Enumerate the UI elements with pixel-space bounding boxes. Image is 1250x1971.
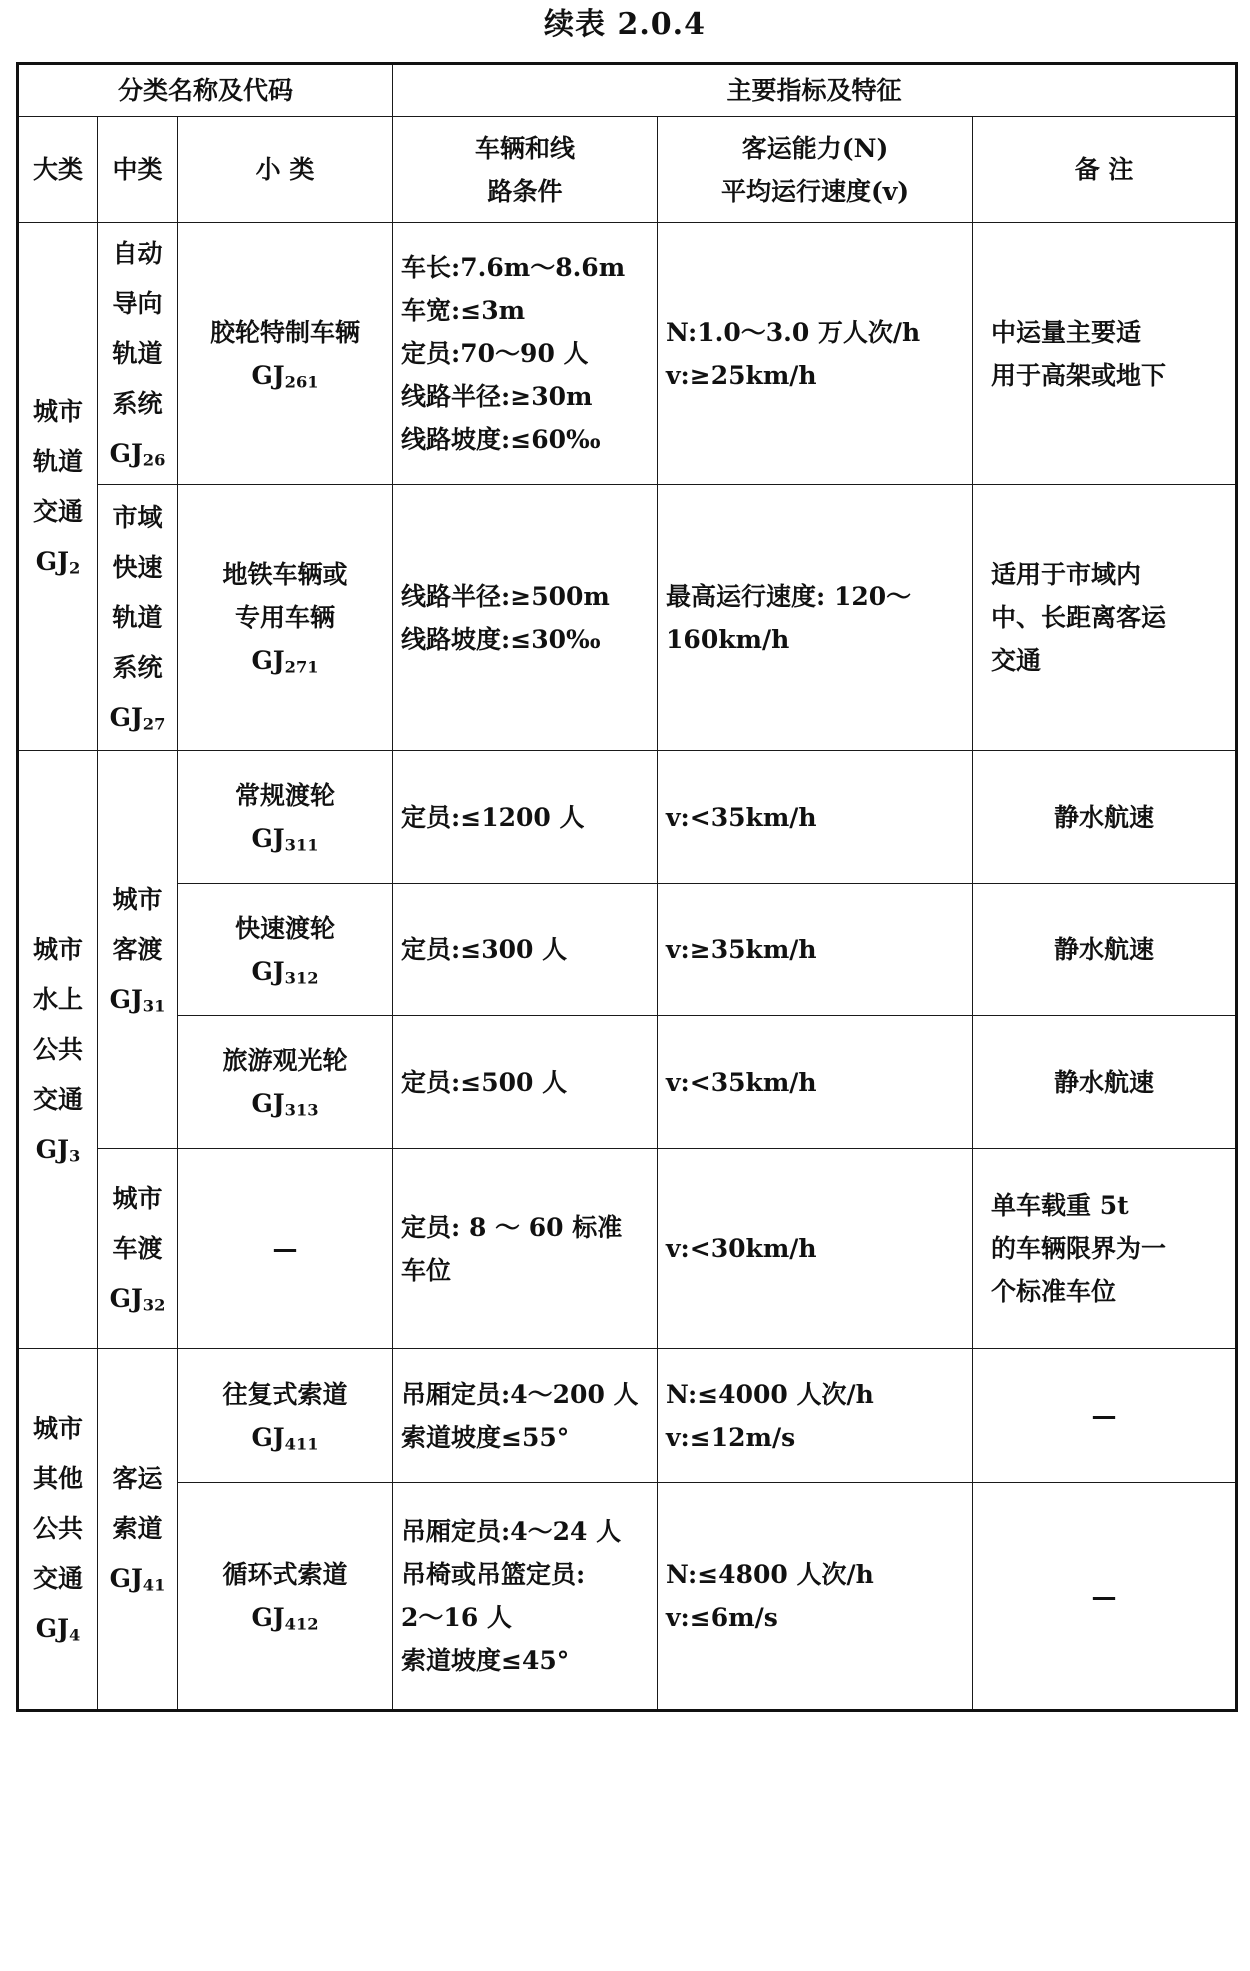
minor-category-gj261: 胶轮特制车辆 $GJ_{261}$	[178, 223, 393, 485]
minor-category-gj412: 循环式索道 $GJ_{412}$	[178, 1483, 393, 1711]
minor-category-gj312: 快速渡轮 $GJ_{312}$	[178, 884, 393, 1016]
header-columns-row	[18, 117, 1237, 223]
header-note: 备 注	[973, 117, 1237, 223]
note-gj412: —	[973, 1483, 1237, 1711]
table-row	[18, 1149, 1237, 1349]
minor-category-gj32: —	[178, 1149, 393, 1349]
note-gj311: 静水航速	[973, 751, 1237, 884]
note-gj312: 静水航速	[973, 884, 1237, 1016]
note-gj261: 中运量主要适 用于高架或地下	[973, 223, 1237, 485]
vehicle-conditions-gj32: 定员: 8 ～ 60 标准 车位	[393, 1149, 658, 1349]
mid-category-gj26: 自动 导向 轨道 系统 $GJ_{26}$	[98, 223, 178, 485]
major-category-gj4: 城市 其他 公共 交通 $GJ_4$	[18, 1349, 98, 1711]
note-gj411: —	[973, 1349, 1237, 1483]
capacity-gj312: v:≥35km/h	[658, 884, 973, 1016]
vehicle-conditions-gj311: 定员:≤1200 人	[393, 751, 658, 884]
mid-category-gj27: 市域 快速 轨道 系统 $GJ_{27}$	[98, 485, 178, 751]
vehicle-conditions-gj312: 定员:≤300 人	[393, 884, 658, 1016]
major-category-gj3: 城市 水上 公共 交通 $GJ_3$	[18, 751, 98, 1349]
capacity-gj32: v:<30km/h	[658, 1149, 973, 1349]
vehicle-conditions-gj412: 吊厢定员:4～24 人 吊椅或吊篮定员: 2～16 人 索道坡度≤45°	[393, 1483, 658, 1711]
note-gj271: 适用于市域内 中、长距离客运 交通	[973, 485, 1237, 751]
vehicle-conditions-gj271: 线路半径:≥500m 线路坡度:≤30‰	[393, 485, 658, 751]
table-row	[18, 1016, 1237, 1149]
vehicle-conditions-gj313: 定员:≤500 人	[393, 1016, 658, 1149]
table-row	[18, 485, 1237, 751]
minor-category-gj411: 往复式索道 $GJ_{411}$	[178, 1349, 393, 1483]
header-vehicle: 车辆和线 路条件	[393, 117, 658, 223]
table-title: 续表 2.0.4	[544, 7, 706, 42]
major-category-gj2: 城市 轨道 交通 $GJ_2$	[18, 223, 98, 751]
header-indicators: 主要指标及特征	[393, 64, 1237, 117]
minor-category-gj271: 地铁车辆或 专用车辆 $GJ_{271}$	[178, 485, 393, 751]
header-mid: 中类	[98, 117, 178, 223]
mid-category-gj41: 客运 索道 $GJ_{41}$	[98, 1349, 178, 1711]
capacity-gj311: v:<35km/h	[658, 751, 973, 884]
table-row	[18, 1483, 1237, 1711]
minor-category-gj311: 常规渡轮 $GJ_{311}$	[178, 751, 393, 884]
note-gj313: 静水航速	[973, 1016, 1237, 1149]
vehicle-conditions-gj261: 车长:7.6m～8.6m 车宽:≤3m 定员:70～90 人 线路半径:≥30m 线路坡度:≤60‰	[393, 223, 658, 485]
table-row	[18, 1349, 1237, 1483]
header-group-row	[18, 64, 1237, 117]
table-row	[18, 751, 1237, 884]
header-capacity: 客运能力(N) 平均运行速度(v)	[658, 117, 973, 223]
header-major: 大类	[18, 117, 98, 223]
vehicle-conditions-gj411: 吊厢定员:4～200 人 索道坡度≤55°	[393, 1349, 658, 1483]
capacity-gj271: 最高运行速度: 120～ 160km/h	[658, 485, 973, 751]
note-gj32: 单车载重 5t 的车辆限界为一 个标准车位	[973, 1149, 1237, 1349]
mid-category-gj32: 城市 车渡 $GJ_{32}$	[98, 1149, 178, 1349]
table-row	[18, 223, 1237, 485]
capacity-gj412: N:≤4800 人次/h v:≤6m/s	[658, 1483, 973, 1711]
header-minor: 小 类	[178, 117, 393, 223]
table-row	[18, 884, 1237, 1016]
capacity-gj411: N:≤4000 人次/h v:≤12m/s	[658, 1349, 973, 1483]
mid-category-gj31: 城市 客渡 $GJ_{31}$	[98, 751, 178, 1149]
classification-table	[16, 62, 1238, 1712]
capacity-gj261: N:1.0～3.0 万人次/h v:≥25km/h	[658, 223, 973, 485]
minor-category-gj313: 旅游观光轮 $GJ_{313}$	[178, 1016, 393, 1149]
capacity-gj313: v:<35km/h	[658, 1016, 973, 1149]
header-classification: 分类名称及代码	[18, 64, 393, 117]
